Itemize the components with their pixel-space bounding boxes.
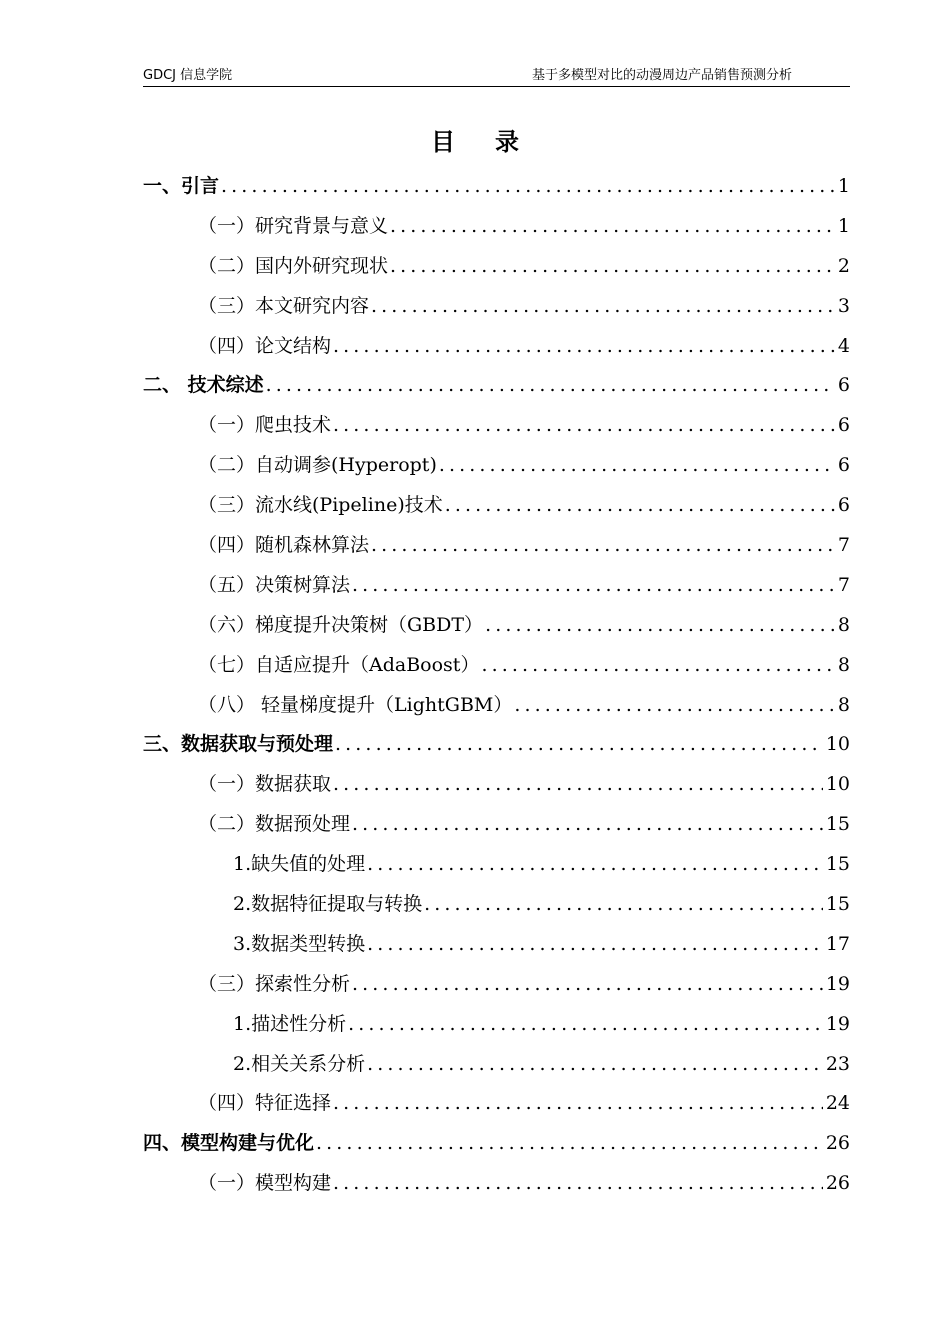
toc-dot-leader <box>367 925 823 965</box>
toc-entry[interactable] <box>143 1124 850 1164</box>
toc-dot-leader <box>390 207 835 247</box>
toc-entry-page-number: 1 <box>837 175 850 197</box>
toc-entry-page-number: 6 <box>837 414 850 437</box>
toc-entry-label: （一）模型构建 <box>198 1172 332 1195</box>
toc-entry-label: （三）本文研究内容 <box>198 294 370 317</box>
toc-entry-page-number: 6 <box>837 374 850 397</box>
toc-entry-page-number: 8 <box>837 613 850 636</box>
toc-entry-label: （一）爬虫技术 <box>198 414 332 437</box>
toc-heading: 目录 <box>431 128 559 156</box>
toc-entry-page-number: 10 <box>825 733 850 756</box>
toc-entry-page-number: 4 <box>837 334 850 357</box>
toc-entry[interactable] <box>143 1084 850 1124</box>
toc-entry[interactable] <box>143 725 850 765</box>
toc-dot-leader <box>390 247 835 287</box>
toc-entry-page-number: 6 <box>837 494 850 517</box>
toc-dot-leader <box>445 486 835 526</box>
toc-entry-page-number: 10 <box>825 773 850 796</box>
toc-entry-label: （三）流水线(Pipeline)技术 <box>198 494 443 517</box>
toc-entry[interactable] <box>143 366 850 406</box>
toc-entry[interactable] <box>143 765 850 805</box>
toc-dot-leader <box>481 646 834 686</box>
toc-entry-page-number: 26 <box>825 1132 850 1155</box>
toc-entry-label: （五）决策树算法 <box>198 573 351 596</box>
toc-entry-label: （六）梯度提升决策树（GBDT） <box>198 613 484 636</box>
toc-entry[interactable] <box>143 805 850 845</box>
toc-dot-leader <box>333 1164 823 1204</box>
toc-entry[interactable] <box>143 925 850 965</box>
toc-entry-page-number: 6 <box>837 454 850 477</box>
toc-entry-label: 2.相关关系分析 <box>233 1052 366 1075</box>
toc-entry[interactable] <box>143 446 850 486</box>
toc-entry[interactable] <box>143 646 850 686</box>
toc-entry-label: 1.描述性分析 <box>233 1012 347 1035</box>
toc-entry[interactable] <box>143 526 850 566</box>
toc-dot-leader <box>371 526 835 566</box>
toc-entry-label: 三、数据获取与预处理 <box>143 733 334 756</box>
toc-dot-leader <box>352 965 823 1005</box>
toc-entry[interactable] <box>143 965 850 1005</box>
toc-entry[interactable] <box>143 885 850 925</box>
toc-entry[interactable] <box>143 1045 850 1085</box>
toc-entry-label: （四）论文结构 <box>198 334 332 357</box>
toc-entry[interactable] <box>143 287 850 327</box>
toc-dot-leader <box>335 725 823 765</box>
toc-entry-page-number: 2 <box>837 254 850 277</box>
toc-entry-label: （一）数据获取 <box>198 773 332 796</box>
toc-dot-leader <box>333 406 835 446</box>
toc-entry[interactable] <box>143 207 850 247</box>
toc-entry[interactable] <box>143 845 850 885</box>
toc-dot-leader <box>316 1124 823 1164</box>
toc-entry-label: （四）特征选择 <box>198 1092 332 1115</box>
toc-entry-label: （二）国内外研究现状 <box>198 254 389 277</box>
toc-entry-page-number: 3 <box>837 294 850 317</box>
toc-entry-page-number: 15 <box>825 813 850 836</box>
toc-dot-leader <box>424 885 823 925</box>
toc-entry-label: 1.缺失值的处理 <box>233 853 366 876</box>
toc-entry-label: （二）数据预处理 <box>198 813 351 836</box>
toc-entry-page-number: 1 <box>837 214 850 237</box>
toc-entry[interactable] <box>143 686 850 726</box>
toc-entry-label: （二）自动调参(Hyperopt) <box>198 454 437 477</box>
toc-entry-label: 一、引言 <box>143 175 220 197</box>
toc-dot-leader <box>367 1045 823 1085</box>
toc-entry[interactable] <box>143 566 850 606</box>
toc-entry-page-number: 8 <box>837 653 850 676</box>
toc-entry-label: （四）随机森林算法 <box>198 534 370 557</box>
toc-entry[interactable] <box>143 247 850 287</box>
toc-entry-page-number: 19 <box>825 972 850 995</box>
toc-entry[interactable] <box>143 167 850 207</box>
toc-entry-label: 四、模型构建与优化 <box>143 1132 315 1155</box>
toc-entry-page-number: 17 <box>825 932 850 955</box>
toc-entry-label: 二、 技术综述 <box>143 374 264 397</box>
toc-dot-leader <box>333 327 835 367</box>
toc-dot-leader <box>221 167 835 207</box>
toc-entry-page-number: 24 <box>825 1092 850 1115</box>
page-header <box>143 66 850 87</box>
header-institution: GDCJ 信息学院 <box>143 68 233 83</box>
toc-entry-page-number: 8 <box>837 693 850 716</box>
toc-dot-leader <box>439 446 835 486</box>
table-of-contents <box>143 167 850 1204</box>
toc-dot-leader <box>485 606 835 646</box>
toc-dot-leader <box>352 566 835 606</box>
toc-dot-leader <box>348 1005 823 1045</box>
toc-dot-leader <box>371 287 835 327</box>
toc-entry-label: （八） 轻量梯度提升（LightGBM） <box>198 693 513 716</box>
toc-entry-page-number: 15 <box>825 853 850 876</box>
toc-entry-label: 2.数据特征提取与转换 <box>233 893 423 916</box>
toc-dot-leader <box>367 845 823 885</box>
toc-dot-leader <box>514 686 835 726</box>
toc-entry-page-number: 15 <box>825 893 850 916</box>
toc-entry-label: 3.数据类型转换 <box>233 932 366 955</box>
toc-entry[interactable] <box>143 1005 850 1045</box>
toc-entry-page-number: 26 <box>825 1172 850 1195</box>
toc-entry-label: （一）研究背景与意义 <box>198 214 389 237</box>
toc-dot-leader <box>352 805 823 845</box>
toc-entry[interactable] <box>143 606 850 646</box>
toc-entry[interactable] <box>143 486 850 526</box>
toc-entry[interactable] <box>143 1164 850 1204</box>
toc-entry[interactable] <box>143 406 850 446</box>
toc-entry-page-number: 23 <box>825 1052 850 1075</box>
toc-entry[interactable] <box>143 327 850 367</box>
toc-dot-leader <box>333 1084 823 1124</box>
toc-entry-label: （七）自适应提升（AdaBoost） <box>198 653 480 676</box>
toc-dot-leader <box>333 765 823 805</box>
toc-entry-page-number: 19 <box>825 1012 850 1035</box>
header-thesis-title: 基于多模型对比的动漫周边产品销售预测分析 <box>531 68 792 83</box>
toc-entry-label: （三）探索性分析 <box>198 972 351 995</box>
toc-entry-page-number: 7 <box>837 534 850 557</box>
toc-dot-leader <box>266 366 835 406</box>
toc-entry-page-number: 7 <box>837 573 850 596</box>
